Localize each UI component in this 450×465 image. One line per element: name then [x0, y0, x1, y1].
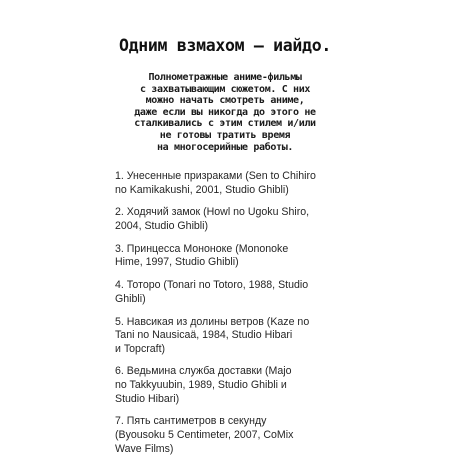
film-line: и Topcraft)	[115, 342, 166, 355]
film-line: no Takkyuubin, 1989, Studio Ghibli и	[115, 379, 287, 392]
intro-line: даже если вы никогда до этого не	[134, 106, 316, 118]
film-item	[115, 243, 355, 270]
film-item	[115, 316, 355, 357]
film-line: 6. Ведьмина служба доставки (Majo	[115, 365, 292, 378]
intro-paragraph	[95, 72, 355, 153]
film-line: Studio Hibari)	[115, 392, 180, 405]
film-list	[115, 170, 355, 465]
film-line: 4. Тоторо (Tonari no Totoro, 1988, Studio	[115, 279, 309, 292]
film-line: 3. Принцесса Мононоке (Mononoke	[115, 242, 289, 255]
film-item	[115, 415, 355, 456]
intro-line: с захватывающим сюжетом. С них	[139, 83, 311, 95]
film-line: Wave Films)	[115, 442, 174, 455]
page-title: Одним взмахом – иайдо.	[119, 36, 331, 55]
film-line: 2. Ходячий замок (Howl no Ugoku Shiro,	[115, 206, 310, 219]
film-line: 5. Навсикая из долины ветров (Kaze no	[115, 315, 310, 328]
intro-line: на многосерийные работы.	[156, 141, 294, 153]
intro-line: Полнометражные аниме-фильмы	[148, 72, 302, 83]
film-item	[115, 206, 355, 233]
film-line: Ghibli)	[115, 292, 146, 305]
film-item	[115, 365, 355, 406]
intro-line: не готовы тратить время	[159, 129, 291, 141]
film-item	[115, 170, 355, 197]
intro-line: сталкивались с этим стилем и/или	[134, 118, 316, 130]
film-line: (Byousoku 5 Centimeter, 2007, CoMix	[115, 429, 294, 442]
film-line: 2004, Studio Ghibli)	[115, 219, 209, 232]
film-line: no Kamikakushi, 2001, Studio Ghibli)	[115, 183, 289, 196]
film-item	[115, 279, 355, 306]
film-line: Hime, 1997, Studio Ghibli)	[115, 256, 239, 269]
film-line: Tani no Nausicaä, 1984, Studio Hibari	[115, 329, 293, 342]
film-line: 7. Пять сантиметров в секунду	[115, 415, 267, 428]
intro-line: можно начать смотреть аниме,	[145, 95, 305, 107]
film-line: 1. Унесенные призраками (Sen to Chihiro	[115, 170, 316, 182]
